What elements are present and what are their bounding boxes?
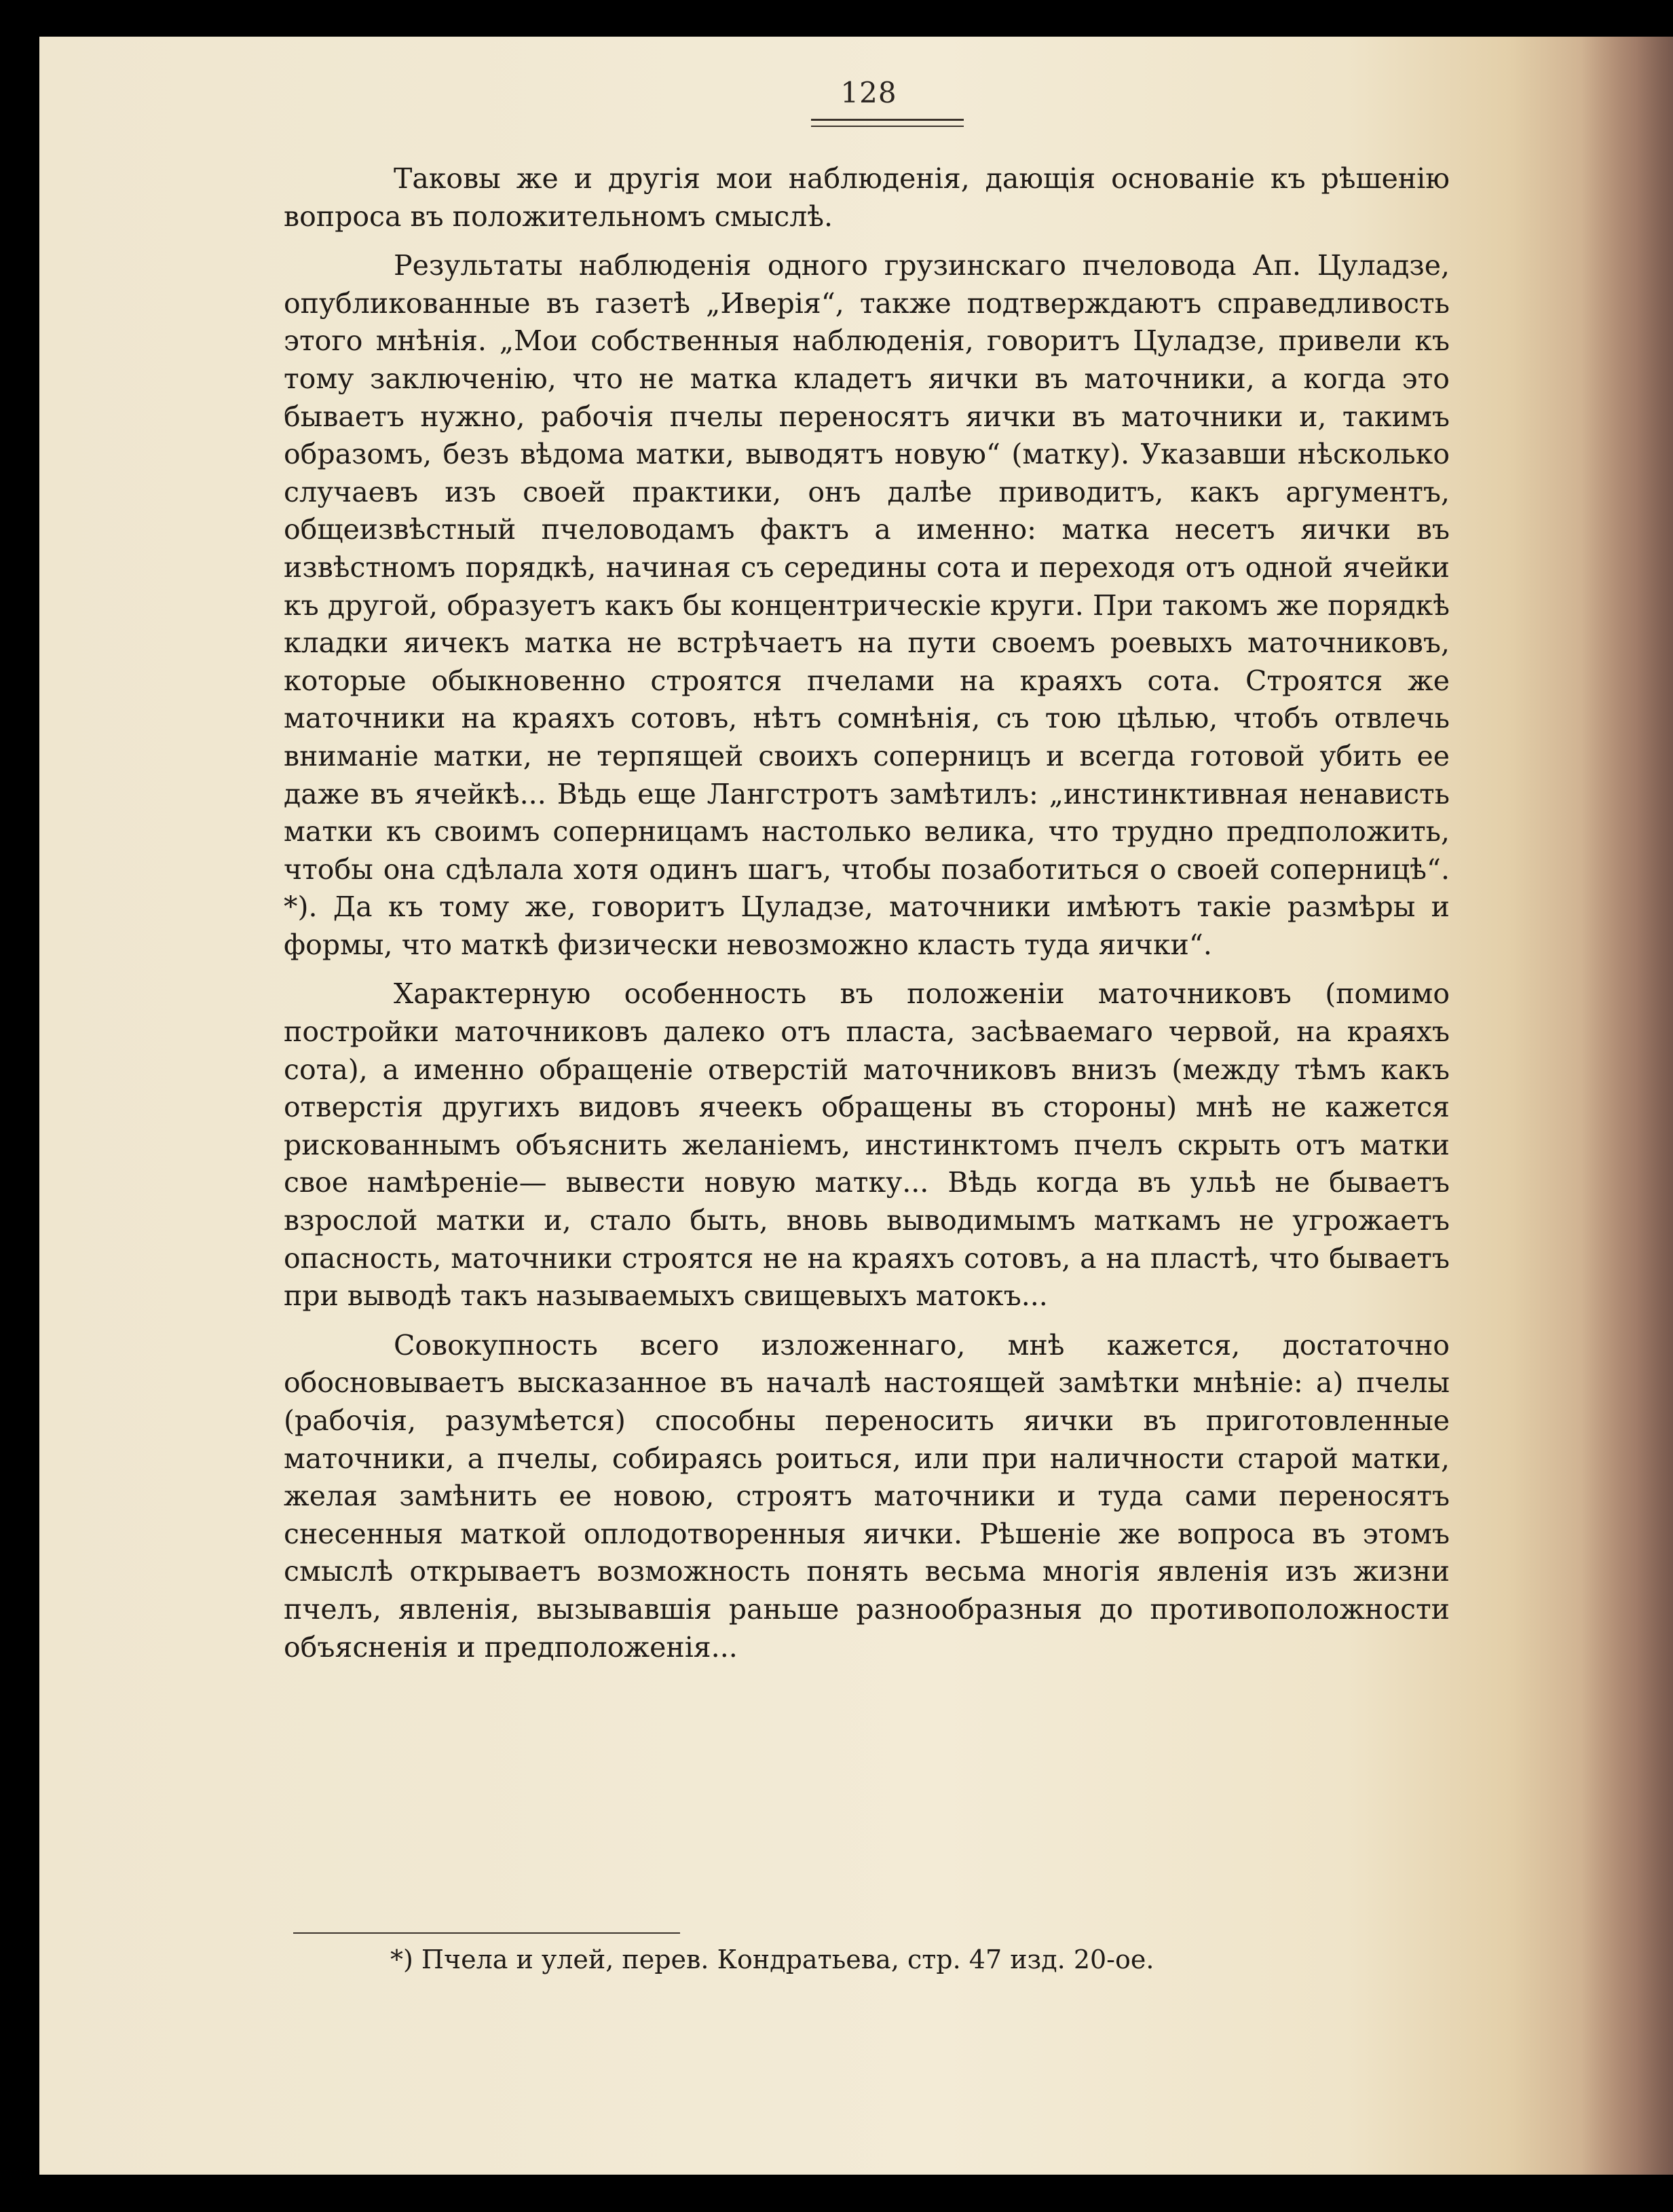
header-rule-double <box>811 126 964 127</box>
paragraph-2: Результаты наблюденія одного грузинскаго пчеловода Ап. Цуладзе, опубликованные въ газетѣ „Иверія“, также подтверждаютъ справедливость этого мнѣнія. „Мои собственныя наблюденія, говоритъ Цуладзе, привели къ тому заключенію, что не матка кладетъ яички въ маточники, а когда это бываетъ нужно, рабочія пчелы переносятъ яички въ маточники и, такимъ образомъ, безъ вѣдома матки, выводятъ новую“ (матку). Указавши нѣсколько случаевъ изъ своей практики, онъ далѣе приводитъ, какъ аргументъ, общеизвѣстный пчеловодамъ фактъ а именно: матка несетъ яички въ извѣстномъ порядкѣ, начиная съ середины сота и переходя отъ одной ячейки къ другой, образуетъ какъ бы концентрическіе круги. При такомъ же порядкѣ кладки яичекъ матка не встрѣчаетъ на пути своемъ роевыхъ маточниковъ, которые обыкновенно строятся пчелами на краяхъ сота. Строятся же маточники на краяхъ сотовъ, нѣтъ сомнѣнія, съ тою цѣлью, чтобъ отвлечь вниманіе матки, не терпящей своихъ соперницъ и всегда готовой убить ее даже въ ячейкѣ... Вѣдь еще Лангстротъ замѣтилъ: „инстинктивная ненависть матки къ своимъ соперницамъ настолько велика, что трудно предположить, чтобы она сдѣлала хотя одинъ шагъ, чтобы позаботиться о своей соперницѣ“. *). Да къ тому же, говоритъ Цуладзе, маточники имѣютъ такіе размѣры и формы, что маткѣ физически невозможно класть туда яички“. <box>284 249 1450 961</box>
paragraph-1: Таковы же и другія мои наблюденія, дающія основаніе къ рѣшенію вопроса въ положительномъ смыслѣ. <box>284 162 1450 233</box>
header-rule <box>811 119 964 121</box>
paragraph-4: Совокупность всего изложеннаго, мнѣ кажется, достаточно обосновываетъ высказанное въ началѣ настоящей замѣтки мнѣніе: а) пчелы (рабочія, разумѣется) способны переносить яички въ приготовленные маточники, а пчелы, собираясь роиться, или при наличности старой матки, желая замѣнить ее новою, строятъ маточники и туда сами переносятъ снесенныя маткой оплодотворенныя яички. Рѣшеніе же вопроса въ этомъ смыслѣ открываетъ возможность понять весьма многія явленія изъ жизни пчелъ, явленія, вызывавшія раньше разнообразныя до противоположности объясненія и предположенія... <box>284 1328 1450 1664</box>
body-text <box>284 160 1450 1666</box>
footnote: *) Пчела и улей, перев. Кондратьева, стр. 47 изд. 20-ое. <box>390 1945 1154 1974</box>
page-edge-shadow <box>1581 37 1673 2175</box>
paragraph-3: Характерную особенность въ положеніи маточниковъ (помимо постройки маточниковъ далеко отъ пласта, засѣваемаго червой, на краяхъ сота), а именно обращеніе отверстій маточниковъ внизъ (между тѣмъ какъ отверстія другихъ видовъ ячеекъ обращены въ стороны) мнѣ не кажется рискованнымъ объяснить желаніемъ, инстинктомъ пчелъ скрыть отъ матки свое намѣреніе— вывести новую матку... Вѣдь когда въ ульѣ не бываетъ взрослой матки и, стало быть, вновь выводимымъ маткамъ не угрожаетъ опасность, маточники строятся не на краяхъ сотовъ, а на пластѣ, что бываетъ при выводѣ такъ называемыхъ свищевыхъ матокъ... <box>284 977 1450 1313</box>
page-number: 128 <box>840 76 897 109</box>
footnote-rule <box>293 1932 680 1934</box>
